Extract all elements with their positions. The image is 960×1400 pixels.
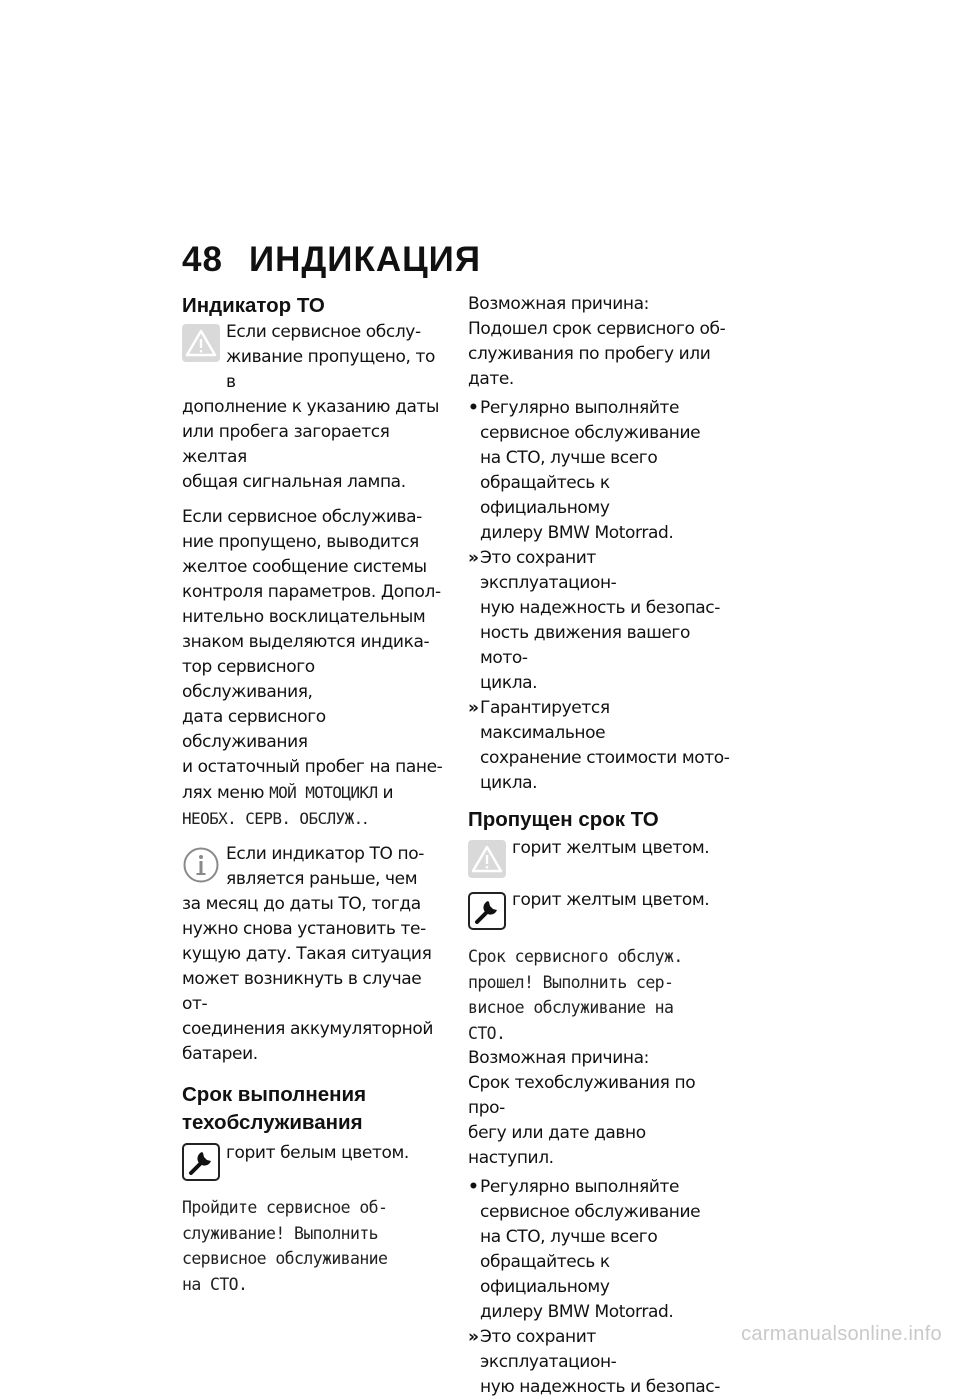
bullet-item bbox=[468, 1175, 730, 1325]
result-text: Это сохранит эксплуатацион- ную надежность и безопас- ность движения вашего мото- цикла. bbox=[480, 548, 720, 693]
section-title-service-due: Срок выполнения техобслуживания bbox=[182, 1083, 367, 1134]
menu-name-service-required: НЕОБХ. СЕРВ. ОБСЛУЖ. bbox=[182, 809, 363, 828]
wrench-indicator-row bbox=[468, 888, 730, 934]
page-header bbox=[182, 240, 481, 280]
menu-name-my-bike: МОЙ МОТОЦИКЛ bbox=[269, 783, 378, 802]
result-text: Гарантируется максимальное сохранение стоимости мото- цикла. bbox=[480, 698, 730, 793]
result-text: Это сохранит эксплуатацион- ную надежность и безопас- bbox=[480, 1327, 720, 1397]
paragraph: за месяц до даты ТО, тогда нужно снова установить те- кущую дату. Такая ситуация может возникнуть в случае от- соединения аккумуляторной батареи. bbox=[182, 894, 434, 1064]
cause-label: Возможная причина: bbox=[468, 294, 649, 314]
section-title-service-overdue: Пропущен срок ТО bbox=[468, 808, 659, 831]
result-item bbox=[468, 696, 730, 796]
warning-triangle-icon bbox=[182, 324, 220, 366]
right-column bbox=[468, 292, 730, 1400]
result-item bbox=[468, 1325, 730, 1400]
display-message: Срок сервисного обслуж. прошел! Выполнить сер- висное обслуживание на СТО. bbox=[468, 947, 683, 1043]
paragraph-control-message bbox=[182, 505, 444, 832]
warning-note bbox=[182, 320, 444, 395]
wrench-icon bbox=[182, 1143, 220, 1185]
result-marker: » bbox=[468, 548, 479, 568]
result-marker: » bbox=[468, 1327, 479, 1347]
bullet-marker: • bbox=[468, 398, 479, 418]
wrench-indicator-row bbox=[182, 1141, 444, 1185]
bullet-text: Регулярно выполняйте сервисное обслуживание на СТО, лучше всего обращайтесь к официальному дилеру BMW Motorrad. bbox=[480, 398, 701, 543]
cause-text: Подошел срок сервисного об- служивания по пробегу или дате. bbox=[468, 319, 726, 389]
bullet-item bbox=[468, 396, 730, 546]
wrench-indicator-text: горит желтым цветом. bbox=[512, 890, 710, 910]
left-column bbox=[182, 292, 444, 1297]
cause-label: Возможная причина: bbox=[468, 1048, 649, 1068]
watermark: carmanualsonline.info bbox=[741, 1323, 942, 1345]
bullet-text: Регулярно выполняйте сервисное обслуживание на СТО, лучше всего обращайтесь к официальному дилеру BMW Motorrad. bbox=[480, 1177, 701, 1322]
wrench-icon bbox=[468, 892, 506, 934]
display-message: Пройдите сервисное об- служивание! Выполнить сервисное обслуживание на СТО. bbox=[182, 1198, 388, 1294]
paragraph-text: и bbox=[377, 783, 394, 803]
warning-note-text: Если сервисное обслу- живание пропущено, то в bbox=[226, 322, 436, 392]
result-item bbox=[468, 546, 730, 696]
warning-triangle-icon bbox=[468, 840, 506, 882]
result-marker: » bbox=[468, 698, 479, 718]
cause-text: Срок техобслуживания по про- бегу или дате давно наступил. bbox=[468, 1073, 696, 1168]
page-title: ИНДИКАЦИЯ bbox=[248, 240, 481, 279]
section-title-service-indicator: Индикатор ТО bbox=[182, 294, 325, 317]
paragraph-text: . bbox=[362, 809, 368, 829]
page-number: 48 bbox=[182, 240, 223, 279]
warning-indicator-row bbox=[468, 836, 730, 882]
paragraph-text: Если сервисное обслужива- ние пропущено, выводится желтое сообщение системы контроля параметров. Допол- нительно восклицательным знаком выделяются индика- тор сервисного обслуживания, дата сервисного обслуживания и остаточный пробег на пане- лях меню bbox=[182, 507, 443, 803]
wrench-indicator-text: горит белым цветом. bbox=[226, 1143, 409, 1163]
warning-indicator-text: горит желтым цветом. bbox=[512, 838, 710, 858]
info-note bbox=[182, 842, 444, 892]
info-note-text: Если индикатор ТО по- является раньше, чем bbox=[226, 844, 424, 889]
paragraph: дополнение к указанию даты или пробега загорается желтая общая сигнальная лампа. bbox=[182, 397, 439, 492]
bullet-marker: • bbox=[468, 1177, 479, 1197]
info-icon bbox=[182, 846, 220, 888]
